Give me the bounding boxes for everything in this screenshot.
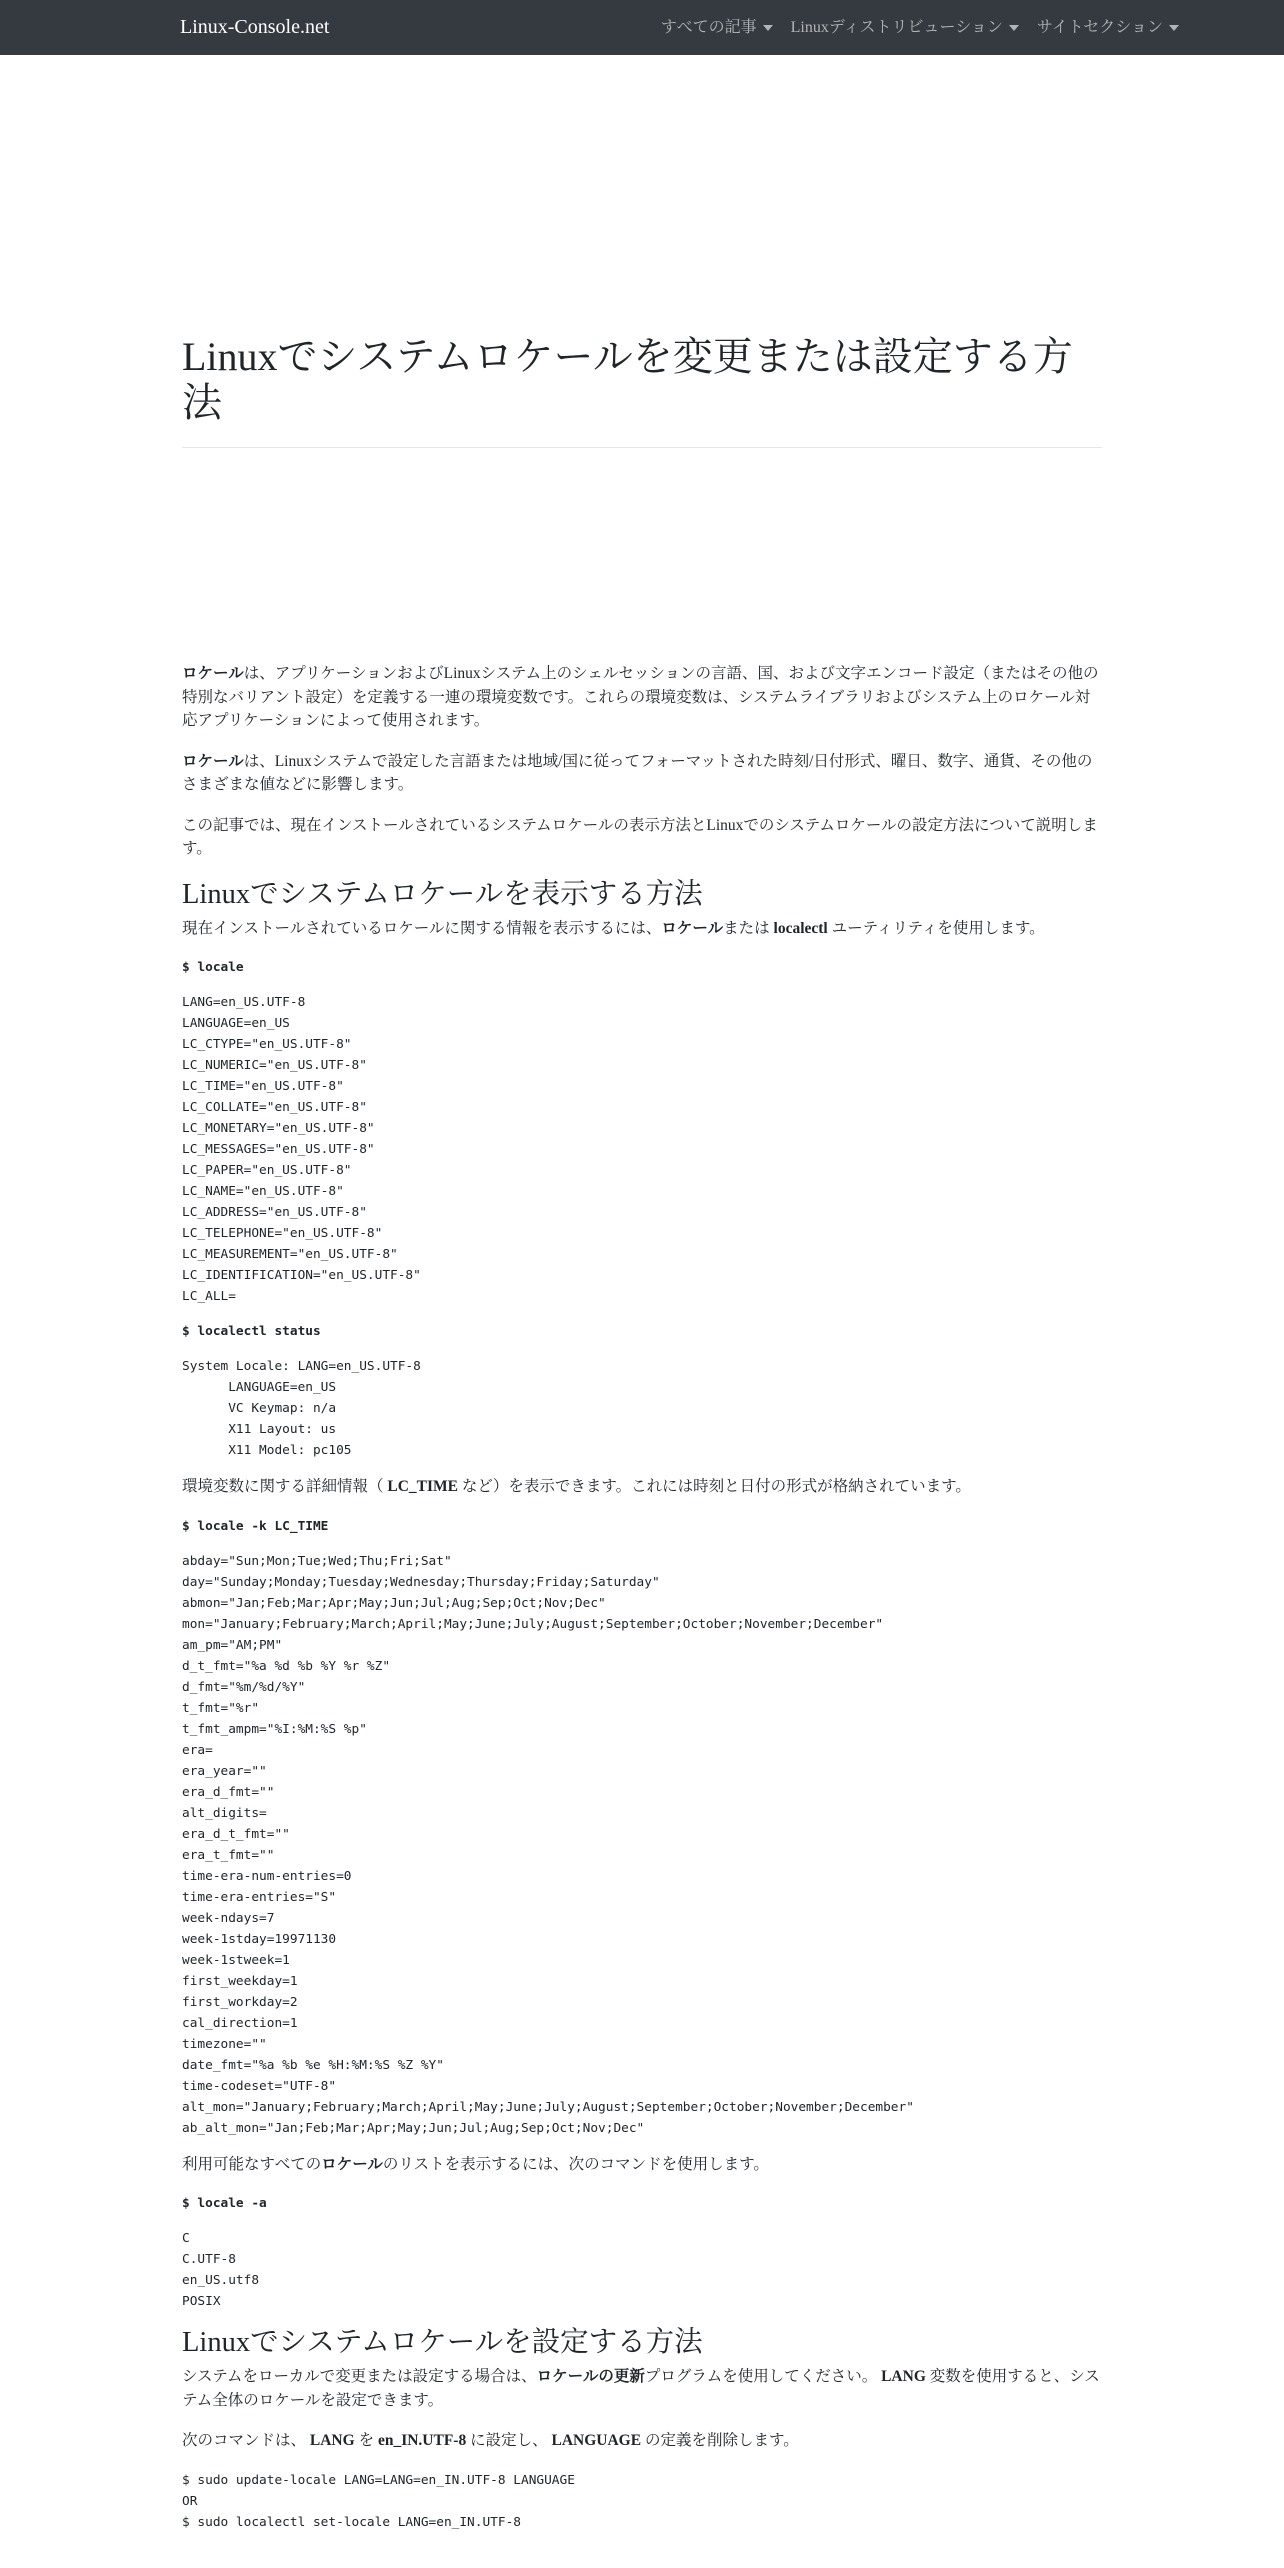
caret-down-icon [1009,25,1019,31]
intro-1-text: は、アプリケーションおよびLinuxシステム上のシェルセッションの言語、国、および文字エンコード設定（またはその他の特別なバリアント設定）を定義する一連の環境変数です。これらの環境変数は、システムライブラリおよびシステム上のロケール対応アプリケーションによって使用されます。 [182,665,1099,729]
view-text-3: ユーティリティを使用します。 [827,919,1045,937]
nav-site-sections-label: サイトセクション [1036,19,1163,36]
next-text-2: を [354,2432,378,2449]
view-text-2: または [723,919,774,937]
command-locale-k-lc-time: $ locale -k LC_TIME [182,1518,329,1534]
navbar [0,0,1284,55]
set-paragraph [182,2365,1102,2412]
term-locale: ロケール [661,919,724,937]
term-update-locale: ロケールの更新 [536,2368,645,2385]
env-text-1: 環境変数に関する詳細情報（ [182,1478,388,1495]
term-en-in-utf8: en_IN.UTF-8 [377,2432,467,2449]
term-locale: ロケール [182,665,244,682]
brand-link[interactable]: Linux-Console.net [180,16,330,38]
output-locale-a: C C.UTF-8 en_US.utf8 POSIX [182,2231,260,2309]
view-paragraph [182,917,1102,941]
set-text-2: プログラムを使用してください。 [644,2368,882,2385]
next-text-3: に設定し、 [466,2432,552,2449]
next-text-4: の定義を削除します。 [641,2432,799,2449]
nav-menu [652,0,1188,55]
command-locale: $ locale [182,960,244,975]
output-locale: LANG=en_US.UTF-8 LANGUAGE=en_US LC_CTYPE="en_US.UTF-8" LC_NUMERIC="en_US.UTF-8" LC_TIME="en_US.UTF-8" LC_COLLATE="en_US.UTF-8" LC_MONETARY="en_US.UTF-8" LC_MESSAGES="en_US.UTF-8" LC_PAPER="en_US.UTF-8" LC_NAME="en_US.UTF-8" LC_ADDRESS="en_US.UTF-8" LC_TELEPHONE="en_US.UTF-8" LC_MEASUREMENT="en_US.UTF-8" LC_IDENTIFICATION="en_US.UTF-8" LC_ALL= [182,995,421,1304]
list-paragraph [182,2153,1102,2177]
set-text-1: システムをローカルで変更または設定する場合は、 [182,2368,537,2385]
nav-linux-distros-label: Linuxディストリビューション [790,19,1003,36]
page-title: Linuxでシステムロケールを変更または設定する方法 [182,334,1073,425]
term-locale: ロケール [182,752,244,770]
section-heading-set: Linuxでシステムロケールを設定する方法 [182,2327,703,2358]
command-locale-a: $ locale -a [182,2196,267,2211]
term-lang: LANG [881,2368,926,2385]
caret-down-icon [763,25,773,31]
set-text-3: 変数を使用すると、システム全体のロケールを設定できます。 [182,2368,1100,2409]
intro-2-text: は、Linuxシステムで設定した言語または地域/国に従ってフォーマットされた時刻/日付形式、曜日、数字、通貨、その他のさまざまな値などに影響します。 [182,752,1093,793]
term-lc-time: LC_TIME [387,1478,459,1495]
list-text-1: 利用可能なすべての [182,2155,322,2173]
list-text-2: のリストを表示するには、次のコマンドを使用します。 [382,2155,769,2173]
intro-paragraph-3: この記事では、現在インストールされているシステムロケールの表示方法とLinuxでのシステムロケールの設定方法について説明します。 [182,816,1098,857]
caret-down-icon [1169,25,1179,31]
term-language: LANGUAGE [551,2432,642,2449]
term-locale: ロケール [321,2155,383,2173]
term-localectl: localectl [773,919,828,937]
env-paragraph [182,1475,1102,1499]
term-lang: LANG [309,2432,355,2449]
article-body [182,662,1102,2547]
next-paragraph [182,2429,1102,2453]
output-localectl-status: System Locale: LANG=en_US.UTF-8 LANGUAGE=en_US VC Keymap: n/a X11 Layout: us X11 Model: pc105 [182,1359,421,1458]
output-locale-k-lc-time: abday="Sun;Mon;Tue;Wed;Thu;Fri;Sat" day="Sunday;Monday;Tuesday;Wednesday;Thursday;Friday;Saturday" abmon="Jan;Feb;Mar;Apr;May;Jun;Jul;Aug;Sep;Oct;Nov;Dec" mon="January;February;March;April;May;June;July;August;September;October;November;December" am_pm="AM;PM" d_t_fmt="%a %d %b %Y %r %Z" d_fmt="%m/%d/%Y" t_fmt="%r" t_fmt_ampm="%I:%M:%S %p" era= era_year="" era_d_fmt="" alt_digits= era_d_t_fmt="" era_t_fmt="" time-era-num-entries=0 time-era-entries="S" week-ndays=7 week-1stday=19971130 week-1stweek=1 first_weekday=1 first_workday=2 cal_direction=1 timezone="" date_fmt="%a %b %e %H:%M:%S %Z %Y" time-codeset="UTF-8" alt_mon="January;February;March;April;May;June;July;August;September;October;November;December" ab_alt_mon="Jan;Feb;Mar;Apr;May;Jun;Jul;Aug;Sep;Oct;Nov;Dec" [182,1553,914,2136]
title-divider [182,447,1102,448]
next-text-1: 次のコマンドは、 [182,2432,310,2449]
intro-paragraph-2 [182,750,1102,797]
intro-paragraph-1 [182,662,1102,733]
nav-all-articles-label: すべての記事 [660,19,757,36]
nav-site-sections[interactable] [1028,0,1188,55]
nav-linux-distros[interactable] [782,0,1028,55]
env-text-2: など）を表示できます。これには時刻と日付の形式が格納されています。 [458,1478,971,1495]
section-heading-view: Linuxでシステムロケールを表示する方法 [182,878,703,910]
view-text-1: 現在インストールされているロケールに関する情報を表示するには、 [182,919,662,937]
command-update-locale: $ sudo update-locale LANG=LANG=en_IN.UTF-8 LANGUAGE OR $ sudo localectl set-locale LANG=en_IN.UTF-8 [182,2472,575,2530]
nav-all-articles[interactable] [652,0,782,55]
command-localectl-status: $ localectl status [182,1324,321,1339]
